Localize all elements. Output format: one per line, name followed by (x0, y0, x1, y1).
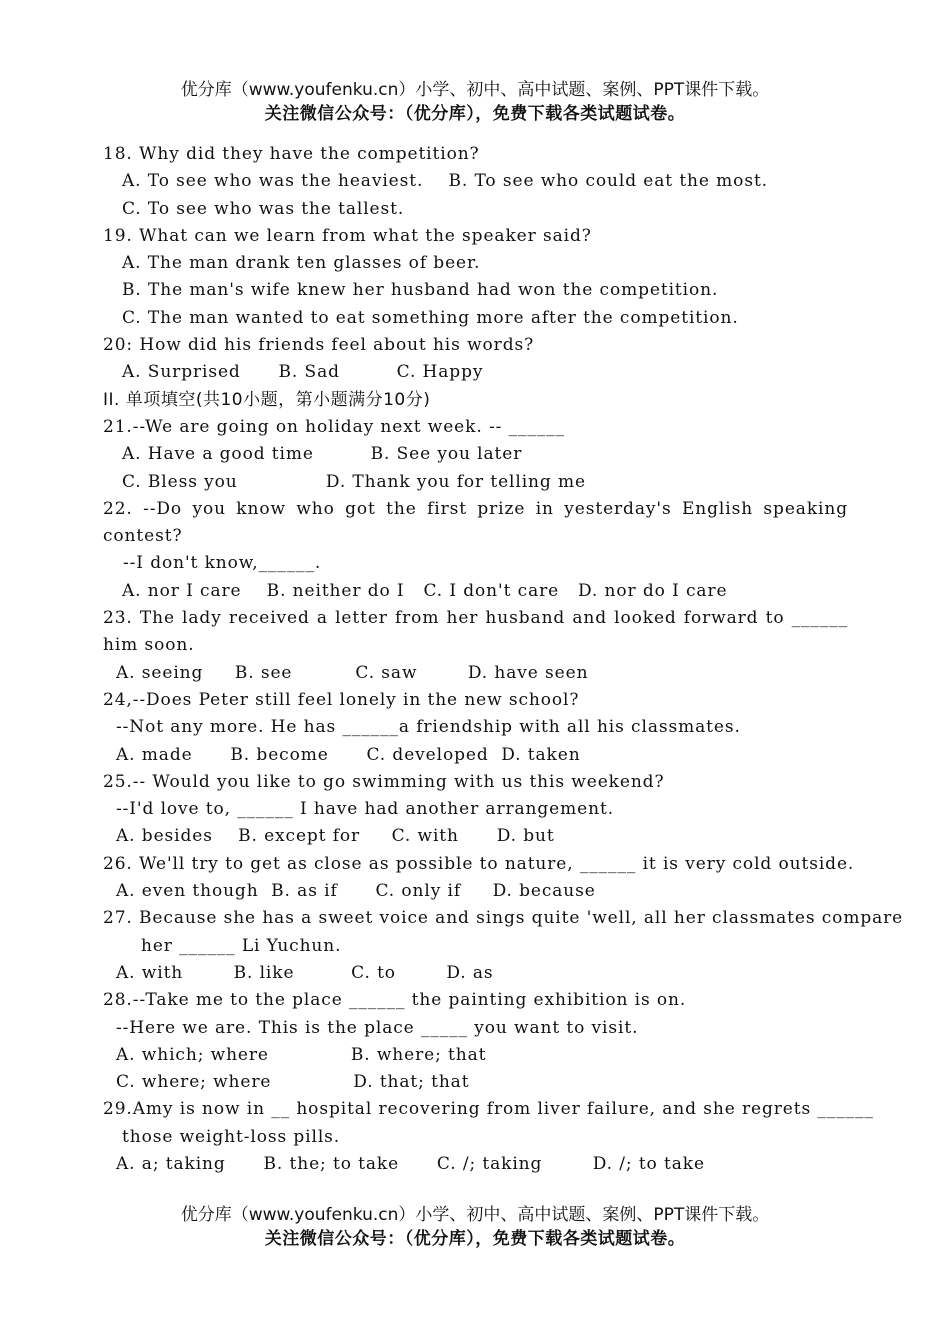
question-25: 25.-- Would you like to go swimming with us this weekend? (103, 771, 665, 792)
question-25-reply: --I'd love to, ______ I have had another arrangement. (116, 799, 614, 820)
q22-options: A. nor I care B. neither do I C. I don't care D. nor do I care (122, 580, 728, 601)
question-22-reply: --I don't know,______. (123, 553, 322, 574)
header-line-2: 关注微信公众号：（优分库），免费下载各类试题试卷。 (264, 104, 686, 124)
q19-option-c: C. The man wanted to eat something more after the competition. (122, 307, 739, 328)
footer-line-1: 优分库（www.youfenku.cn）小学、初中、高中试题、案例、PPT课件下载。 (180, 1205, 770, 1225)
question-28-reply: --Here we are. This is the place _____ you want to visit. (116, 1017, 639, 1038)
question-24-reply: --Not any more. He has ______a friendship with all his classmates. (116, 717, 741, 738)
question-22-cont: contest? (103, 526, 183, 547)
q23-options: A. seeing B. see C. saw D. have seen (116, 662, 589, 683)
question-22: 22. --Do you know who got the first prize in yesterday's English speaking (103, 498, 848, 519)
page-header (0, 78, 950, 126)
q18-option-c: C. To see who was the tallest. (122, 198, 405, 219)
question-20: 20: How did his friends feel about his words? (103, 335, 535, 356)
q21-options-cd: C. Bless you D. Thank you for telling me (122, 471, 586, 492)
q18-options-ab: A. To see who was the heaviest. B. To see who could eat the most. (122, 171, 768, 192)
section-heading: II. 单项填空(共10小题，第小题满分10分) (103, 389, 431, 410)
page-footer (0, 1203, 950, 1251)
question-21: 21.--We are going on holiday next week. -- ______ (103, 416, 565, 437)
question-27-cont: her ______ Li Yuchun. (141, 935, 342, 956)
question-28: 28.--Take me to the place ______ the painting exhibition is on. (103, 990, 687, 1011)
question-18: 18. Why did they have the competition? (103, 144, 480, 164)
question-23-cont: him soon. (103, 635, 195, 656)
q19-option-a: A. The man drank ten glasses of beer. (122, 253, 481, 274)
q21-options-ab: A. Have a good time B. See you later (122, 444, 523, 465)
question-23: 23. The lady received a letter from her husband and looked forward to ______ (103, 608, 848, 629)
question-19: 19. What can we learn from what the speaker said? (103, 225, 592, 246)
exam-content (103, 141, 904, 1178)
question-29-cont: those weight-loss pills. (122, 1126, 341, 1147)
q26-options: A. even though B. as if C. only if D. because (116, 881, 596, 902)
header-line-1: 优分库（www.youfenku.cn）小学、初中、高中试题、案例、PPT课件下载。 (180, 80, 770, 100)
q24-options: A. made B. become C. developed D. taken (116, 744, 581, 765)
question-26: 26. We'll try to get as close as possible to nature, ______ it is very cold outside. (103, 853, 855, 874)
footer-line-2: 关注微信公众号：（优分库），免费下载各类试题试卷。 (264, 1229, 686, 1249)
q25-options: A. besides B. except for C. with D. but (116, 826, 555, 847)
question-24: 24,--Does Peter still feel lonely in the new school? (103, 689, 580, 710)
q28-options-cd: C. where; where D. that; that (116, 1072, 470, 1093)
q20-options: A. Surprised B. Sad C. Happy (122, 362, 484, 383)
q28-options-ab: A. which; where B. where; that (116, 1044, 487, 1065)
question-29: 29.Amy is now in __ hospital recovering from liver failure, and she regrets ______ (103, 1099, 874, 1120)
q19-option-b: B. The man's wife knew her husband had won the competition. (122, 280, 719, 301)
question-27: 27. Because she has a sweet voice and sings quite 'well, all her classmates compare (103, 908, 904, 929)
q27-options: A. with B. like C. to D. as (116, 962, 494, 983)
q29-options: A. a; taking B. the; to take C. /; taking D. /; to take (116, 1153, 705, 1174)
